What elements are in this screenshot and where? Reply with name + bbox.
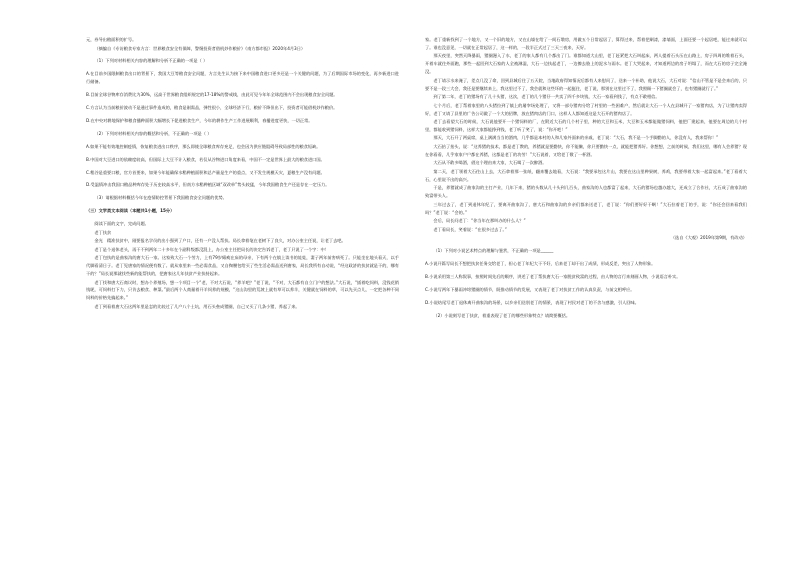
paragraph: C.方言认为当前粮价波动不是通过事件造成的，粮食是刚需品，弹性很小，全球经济下行，粮价不降但出下，投资者可能借机炒作粮价。 [86, 105, 338, 111]
paragraph: A.如果不能有效地控制疫情，恢复粮食进出口秩序，那么即使全球粮食库存充足，也会因为供应链阻碍导致局部性的粮食短缺。 [86, 143, 321, 149]
paragraph: 那天，大石开了两桌席，桌上满满当当的酒肉，几乎都是本村的人和几家外面来的亲戚，老丁说：“大石，我不是一个手脚勤的人，你没有人，我来帮你！” [433, 135, 719, 141]
paragraph: 于是，养猪就成了曲家沟的主打产业，几年下来，猪的头数从几十头到几百头，曲家沟的人也都富了起来，大石的猪场也越办越大，还成立了合作社，大石成了曲家沟的致富带头人。 [425, 185, 747, 199]
paragraph: B.中国对大豆进口的依赖度较高，但国际上大豆不计入粮食，若仅从谷物进口角度来看，中国不一定是世界上最大的粮食进口国。 [86, 156, 325, 162]
paragraph: C.稻谷是重要口粮，官方首要来，如果今年能确保水稻种植面积和总产量是生产的重点，又不发生规模天灾，夏粮生产没有问题。 [86, 169, 325, 175]
paragraph: （2）下列对材料相关内容的概括和分析，不正确的一项是（ ） [94, 130, 212, 136]
paragraph: 老丁到看着唐大石这两年里是怎的比较过了几户八个土坑，用石头垒成猪圈，自己又买了几条小猪，养起了来。 [94, 303, 300, 309]
paragraph: D.受温情冲击我国口粮品种库存处于历史较高水平，但南方水稻种植区域“双改单”势头较猛，今年我国粮食生产还是存在一定压力。 [86, 182, 330, 188]
paragraph: B.目前全球谷物库存消费比为30%，远高于世界粮食组织规定的17-18%的警戒线，由此可见今年年全球范围内不会出现粮食安全问题。 [86, 92, 338, 98]
paragraph: 家。老丁重新找到了一个地方，又一个旧的地方，又在山墙在给了一间石墩房，用做五个日常起居了，算得过来，帮着把刷漆，漆墙面，上面还要一个起居吧，能过来就可以了。谁也没意见，一切就在正常起居了，这一样的，一段半正式过了三天三夜来，天好。 [425, 37, 747, 50]
paragraph: 老丁请示水来淹了，差点几没了命，回到县城后住了五天院，当地政府得知情况后都有人来慰问了，送来一个补助，他说大石，大石对说：“信山不管是不是会来后的，只要不是一段三大会，我还是要继续来上，我这里过不了，我会就和这些坏的一起挺住，老丁说，那别在这里过不了，我照顾一下猪圈就会了，也有猪圈就行了。” [425, 77, 747, 91]
paragraph: 老丁包扶的是曲家沟的唐大石一家。这家致大石一个劳力，上有79岁瘫痪在床的母亲，下有两个在镇上读书的娃娃，妻子两年前害病死了。只能坐在地头看天，以手代脚看清日子。老丁见唐家的情况便有数了。就从家里来一些必需食品，又自掏腰包给买了些生活必需品送到唐家，局长我所有自动说，“经这政济的扶贫就是干的，哪有干的？”局长说那就找些新的能帮扶的，把唐家这几年扶贫产业扶持起来。 [86, 255, 399, 276]
paragraph: 老丁看局长，笑着说：“在很多过去了。” [433, 226, 507, 232]
right-column [425, 36, 747, 554]
paragraph: （1）下列对小说艺术特点的理解与鉴赏，不正确的一项是______ [433, 247, 554, 253]
paragraph: 三年过去了，老丁到退休年纪了，要离开曲家沟了，唐大石和曲家沟的乡亲们都来送老丁，老丁说：“你们要好好干啊！”大石拉着老丁的手，说：“你还会回来看我们吗？”老丁说：“会的。” [425, 201, 747, 215]
paragraph: 七个月后，老丁帮着家里的八头猪拉到了镇上的屠宰场处理了，又将一部分猪肉分给了村里的一些困难户，然后就让大石一个人在县城开了一家猪肉店，为了让猪肉卖得好，老丁又请了县里的广告公司做了一个大的招牌，放在猪肉店的门口，这样人人都知道这是大石开的猪肉店了。 [425, 102, 747, 116]
paragraph: 会后，局长问老丁：“你当年在那叫办的什么人？” [433, 218, 526, 224]
paragraph: 大石抬了抬头，说：“这养猪的技术，都是老丁教的，养猪就是要勤快，你不能懒，你只要勤快一点，就能把猪养好。你想想，之前的时候，我们这里，哪有人会养猪？现在你看看，几乎家家户户都在养猪，这都是老丁的功劳！”大石说着，又给老丁敬了一杯酒。 [425, 143, 747, 157]
paragraph: 到了第二年，老丁的猪场有了几十头猪，这次，老丁的几个猪仔一共卖了四千多块钱，大石一家看到钱了，有点不敢相信。 [433, 94, 660, 100]
paragraph: B.小说采用第三人称叙事，按照时间先后的顺序，讲述了老丁帮扶唐大石一家脱贫致富的过程，由人物的言行来刻画人物，小说语言朴实。 [425, 273, 681, 279]
paragraph: 大石从不敢多喝酒，借这个理由来大家，大石喝了一次醉酒。 [433, 160, 547, 166]
paragraph: 金光 精准扶贫中，刚要报名学员的出小强到了户口，还有一户没人帮扶。局长拿着笔在老树下了良久，对办公室主任说，让老丁去吧。 [94, 238, 346, 244]
paragraph: 元，券导出粮面积的扩号。 [86, 37, 137, 42]
paragraph: （1）下列对材料相关内容的理解和分析不正确的一项是（ ） [94, 58, 208, 64]
paragraph: D.小说结尾写老丁退休离开曲家沟的场景，以乡亲们送别老丁的情景，表现了村民对老丁的不舍与感激，引人回味。 [425, 299, 639, 305]
paragraph: 老丁扶贫 [94, 229, 112, 235]
paragraph: （3）请根据材料概括今年在疫情防控背景下我国粮食安全问题的优势。 [94, 195, 227, 201]
paragraph: （摘编自《专访粮食专家方言：世界粮食安全有保障，警惕投资者借机炒作粮价》《南方都市报》2020年4月3日） [94, 45, 306, 51]
paragraph: D.在中央对耕地保护和粮食播种面积大幅增长下促进粮食生产，今年的耕作生产工作进展顺利，春播进度更快，一切正常。 [86, 117, 313, 123]
left-column [86, 36, 399, 554]
paragraph: （三）文学类文本阅读（本题共1小题，15分） [86, 208, 175, 214]
paragraph: C.小说写两年下暴雨冲垮猪圈的情节，既推动情节的发展，又表现了老丁对扶贫工作的认真负责，与前文相呼应。 [425, 286, 635, 292]
paragraph: （2）小说刻写老丁扶贫，着重表现了老丁的哪些形象特点？请简要概括。 [433, 312, 571, 318]
paragraph: 阅读下面的文字，完成问题。 [94, 221, 149, 227]
paragraph: （选自《大观》2019年第9期，有改动） [670, 235, 747, 241]
paragraph: A.小说开篇写局长不想把扶贫任务交给老丁，担心老丁年纪大干不好，后来老丁却干出了成绩，形成反差，突出了人物形象。 [425, 260, 656, 266]
paragraph: 那天夜里，突然天降暴雨，猪圈漫入了水，老丁的家人都有几个都出了门。谁都知道大山里，老丁赶紧把大石叫起床，两人提着石头压在山路上，房子四周的堆着石头，开着车就往外面跑，那些一起回到大石家的人全被淋湿，大石一边扶起老丁，一边擦去脸上的泥水与雨水。老丁大哭起来，才知道两边的房子坍塌了，而在大石的房子完全淹没。 [425, 53, 747, 75]
paragraph: 老丁去看望大石的时候，大石说他要开一个猪饲料的厂，在附近大石的几个村子里，种的大豆和玉米，大豆和玉米都能做猪饲料，他把厂建起来，他要在周边的几个村里，都能收到猪饲料，这样大家都能挣到钱，老丁听了笑了，说：“你开吧！” [425, 119, 747, 132]
paragraph: 老丁是个退休老头，再干不到两年二十多年在个副科级都没混上，办公室主任把局长的决定告诉老丁，老丁只说了一个字：中！ [94, 246, 329, 252]
paragraph: A.在目前多国限制粮食出口的背景下，我国大豆等粮食安全问题，方言先生认为接下来中国粮食进口更多还是一个关键的问题，为了后期国际市场的变化，再多新进口进行储备。 [86, 71, 399, 85]
paragraph: 第二天，老丁领着大石往山上去，大石拿着那一张纸，翻来覆去地看，大石说：“我要承包这片山，我要在这山里种果树，养鸡，我要带着大家一起富起来。”老丁看着大石，心里说不出的高兴。 [425, 168, 747, 182]
paragraph: 老丁找和唐大石商议时，想办个养殖场，想一个项目一个“老，不对大石说，“养羊吧？”老丁说，“不对，大石都有自立门户的想法。”大石说，“插着吃饲料，没钱花销钱呢，可饲料打下力，只肯去粮食、种菜。”最后两个人商量着开羊饲养的规模，“这山沟里的荒坡上就有草可以养羊，关键就在饲料的草，可以先买点儿，一定把各种不同饲料的价格先搞起来。” [86, 279, 399, 301]
